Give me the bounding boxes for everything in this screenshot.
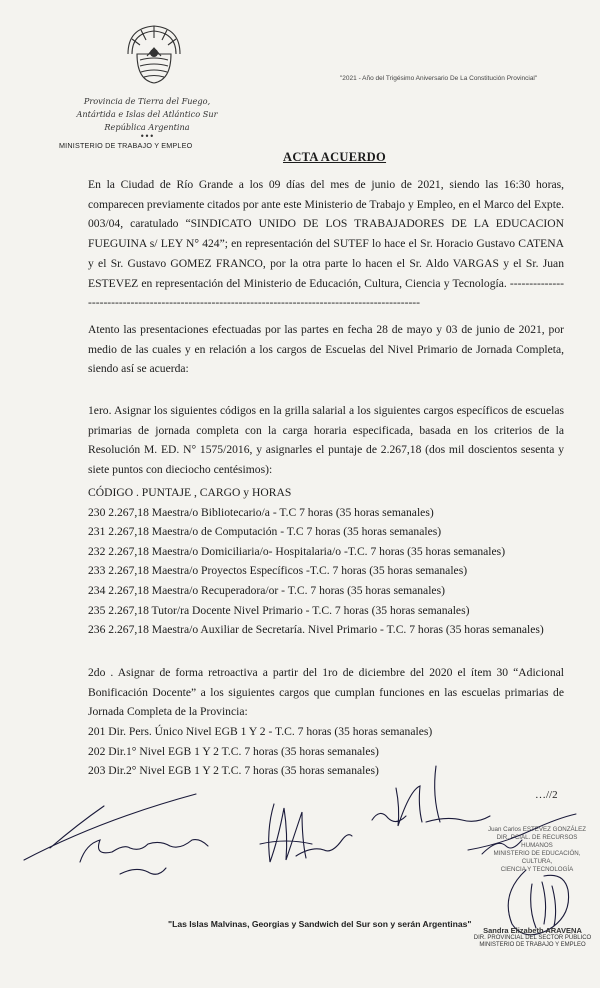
list-item: 233 2.267,18 Maestra/o Proyectos Específicos -T.C. 7 horas (35 horas semanales) [88, 564, 468, 578]
list-item: 202 Dir.1° Nivel EGB 1 Y 2 T.C. 7 horas (35 horas semanales) [88, 744, 379, 758]
stamp-line: MINISTERIO DE TRABAJO Y EMPLEO [479, 942, 586, 948]
province-line: Provincia de Tierra del Fuego, [83, 96, 211, 106]
ornament-icon: ••• [139, 132, 155, 141]
ministry-name: MINISTERIO DE TRABAJO Y EMPLEO [59, 141, 193, 150]
signature-vargas [256, 800, 356, 870]
document-title: ACTA ACUERDO [283, 150, 387, 164]
provincial-seal-icon [121, 20, 187, 86]
context-paragraph: Atento las presentaciones efectuadas por las partes en fecha 28 de mayo y 03 de junio de 2021, por medio de las cuales y en relación a los cargos de Escuelas del Nivel Primario de Jornada Completa, siendo así se acuerda: [88, 323, 564, 376]
codes-list [88, 483, 564, 640]
stamp-line: CIENCIA Y TECNOLOGÍA [500, 866, 574, 873]
list-item: 234 2.267,18 Maestra/o Recuperadora/or - T.C. 7 horas (35 horas semanales) [88, 583, 445, 597]
first-clause-paragraph: 1ero. Asignar los siguientes códigos en la grilla salarial a los siguientes cargos específicos de escuelas primarias de jornada completa con la carga horaria especificada, basada en los criterios de la Resolución M. ED. N° 1575/2016, y asignarles el puntaje de 2.267,18 (dos mil doscientos sesenta y siete puntos con dieciocho centésimos): [88, 404, 564, 477]
page-continuation-marker: …//2 [535, 789, 558, 801]
intro-paragraph: En la Ciudad de Río Grande a los 09 días del mes de junio de 2021, siendo las 16:30 horas, comparecen previamente citados por ante este Ministerio de Trabajo y Empleo, en el Marco del Expte. 003/04, caratulado “SINDICATO UNIDO DE LOS TRABAJADORES DE LA EDUCACION FUEGUINA s/ LEY N° 424”; en representación del SUTEF lo hace el Sr. Horacio Gustavo CATENA y el Sr. Gustavo GOMEZ FRANCO, por la otra parte lo hacen el Sr. Aldo VARGAS y el Sr. Juan ESTEVEZ en representación del Ministerio de Educación, Cultura, Ciencia y Tecnología. ---------------------------------------------------------------------------------------------------- [88, 178, 564, 310]
list-item: 230 2.267,18 Maestra/o Bibliotecario/a - T.C 7 horas (35 horas semanales) [88, 505, 434, 519]
stamp-aravena [470, 927, 595, 950]
province-line: República Argentina [104, 122, 190, 132]
list-item: 203 Dir.2° Nivel EGB 1 Y 2 T.C. 7 horas (35 horas semanales) [88, 764, 379, 778]
footer-slogan: "Las Islas Malvinas, Georgias y Sandwich del Sur son y serán Argentinas" [168, 919, 472, 929]
commemorative-note: "2021 - Año del Trigésimo Aniversario De La Constitución Provincial" [340, 75, 538, 82]
list-item: 236 2.267,18 Maestra/o Auxiliar de Secretaría. Nivel Primario - T.C. 7 horas (35 horas semanales) [88, 623, 544, 637]
stamp-line: MINISTERIO DE EDUCACIÓN, CULTURA, [493, 850, 581, 865]
list-item: 232 2.267,18 Maestra/o Domiciliaria/o- Hospitalaria/o -T.C. 7 horas (35 horas semanales) [88, 544, 506, 558]
list-item: 201 Dir. Pers. Único Nivel EGB 1 Y 2 - T.C. 7 horas (35 horas semanales) [88, 725, 433, 738]
signature-gomez-franco [20, 790, 240, 880]
list-item: 231 2.267,18 Maestra/o de Computación - T.C 7 horas (35 horas semanales) [88, 525, 442, 539]
province-name [58, 95, 236, 140]
stamp-line: Juan Carlos ESTEVEZ GONZÁLEZ [488, 826, 586, 833]
list-header: CÓDIGO . PUNTAJE , CARGO y HORAS [88, 486, 292, 499]
second-clause-paragraph: 2do . Asignar de forma retroactiva a partir del 1ro de diciembre del 2020 el ítem 30 “Adicional Bonificación Docente” a los siguientes cargos que cumplan funciones en las escuelas primarias de Jornada Completa de la Provincia: [88, 666, 564, 719]
signature-estevez [462, 810, 582, 860]
province-line: Antártida e Islas del Atlántico Sur [76, 109, 218, 119]
list-item: 235 2.267,18 Tutor/ra Docente Nivel Primario - T.C. 7 horas (35 horas semanales) [88, 603, 470, 617]
stamp-name: Sandra Elizabeth ARAVENA [483, 926, 582, 935]
stamp-line: DIR. PROVINCIAL DEL SECTOR PÚBLICO [473, 934, 592, 941]
stamp-line: DIR. PCIAL. DE RECURSOS HUMANOS [496, 834, 578, 849]
